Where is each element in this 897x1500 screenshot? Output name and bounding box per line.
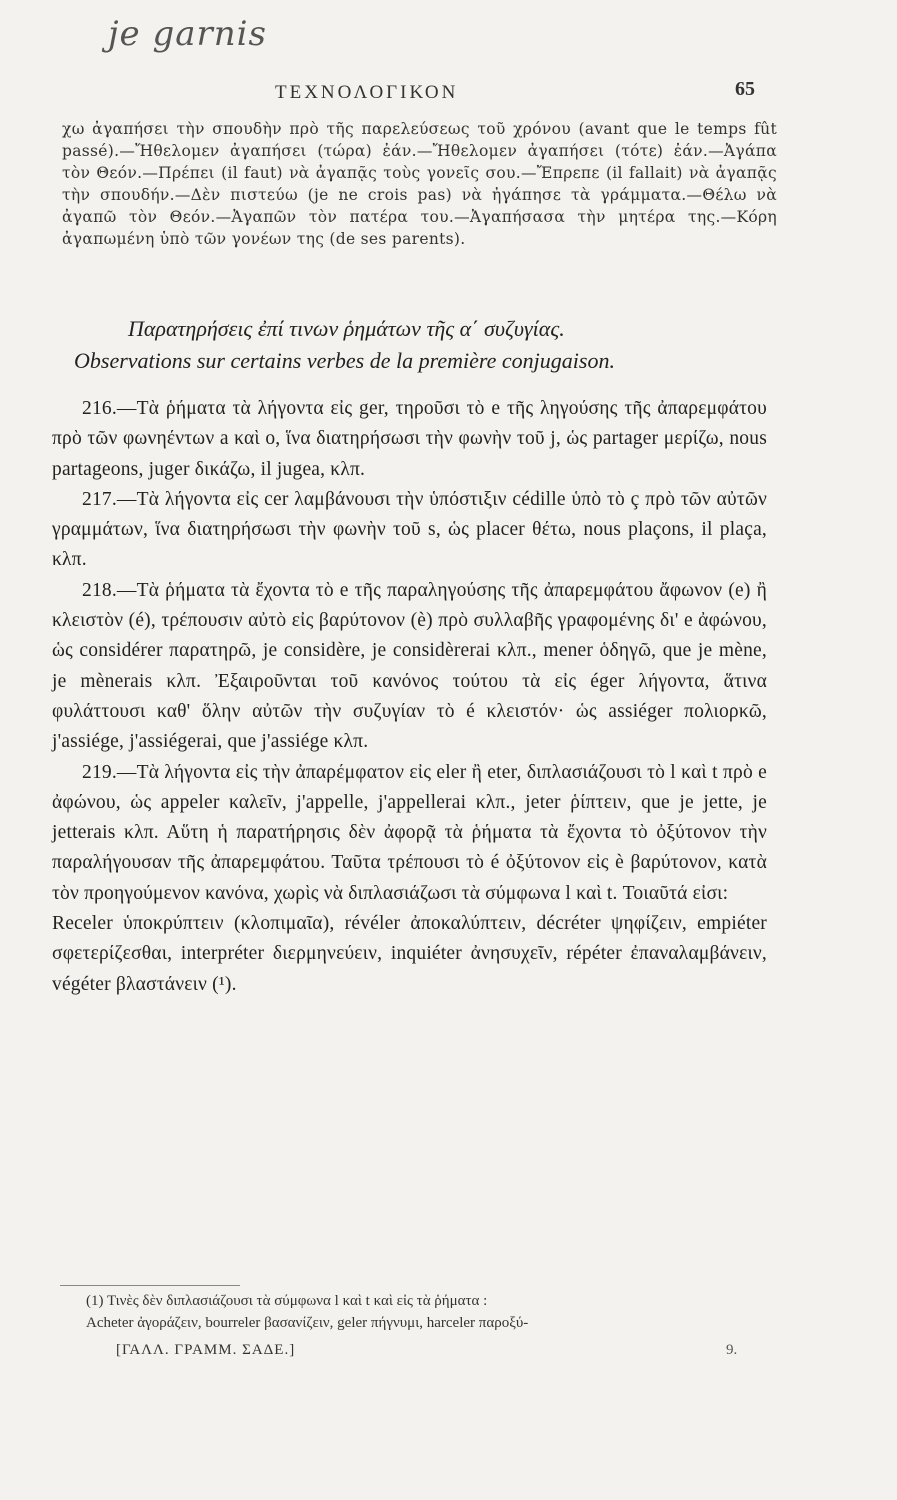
signature-mark: [ΓΑΛΛ. ΓΡΑΜΜ. ΣΑΔΕ.] <box>116 1342 296 1358</box>
paragraph-218: 218.—Τὰ ῥήματα τὰ ἔχοντα τὸ e τῆς παραληγούσης τῆς ἀπαρεμφάτου ἄφωνον (e) ἢ κλειστὸν (é), τρέπουσιν αὐτὸ εἰς βαρύτονον (è) πρὸ συλλαβῆς γραφομένης δι' e ἀφώνου, ὡς considérer παρατηρῶ, je considère, je considèrerai κλπ., mener ὁδηγῶ, que je mène, je mènerais κλπ. Ἐξαιροῦνται τοῦ κανόνος τούτου τὰ εἰς éger λήγοντα, ἅτινα φυλάττουσι καθ' ὅλην αὐτῶν τὴν συζυγίαν τὸ é κλειστόν· ὡς assiéger πολιορκῶ, j'assiége, j'assiégerai, que j'assiége κλπ. <box>52 579 767 753</box>
handwritten-note: je garnis <box>108 14 267 54</box>
footnote <box>86 1290 776 1334</box>
signature-number: 9. <box>726 1342 738 1358</box>
footnote-line: (1) Τινὲς δὲν διπλασιάζουσι τὰ σύμφωνα l καὶ t καὶ εἰς τὰ ῥήματα : <box>86 1293 488 1309</box>
paragraph-216: 216.—Τὰ ῥήματα τὰ λήγοντα εἰς ger, τηροῦσι τὸ e τῆς ληγούσης τῆς ἀπαρεμφάτου πρὸ τῶν φωνηέντων a καὶ o, ἵνα διατηρήσωσι τὴν φωνὴν τοῦ j, ὡς partager μερίζω, nous partageons, juger δικάζω, il jugea, κλπ. <box>52 398 767 480</box>
body-text <box>52 394 767 1000</box>
page-number: 65 <box>735 78 755 100</box>
paragraph-217: 217.—Τὰ λήγοντα εἰς cer λαμβάνουσι τὴν ὑπόστιξιν cédille ὑπὸ τὸ ç πρὸ τῶν αὐτῶν γραμμάτων, ἵνα διατηρήσωσι τὴν φωνὴν τοῦ s, ὡς placer θέτω, nous plaçons, il plaça, κλπ. <box>52 488 767 571</box>
verb-list-paragraph: Receler ὑποκρύπτειν (κλοπιμαῖα), révéler ἀποκαλύπτειν, décréter ψηφίζειν, empiéter σφετερίζεσθαι, interpréter διερμηνεύειν, inquiéter ἀνησυχεῖν, répéter ἐπαναλαμβάνειν, végéter βλαστάνειν (¹). <box>52 913 767 995</box>
section-heading-french: Observations sur certains verbes de la première conjugaison. <box>74 348 615 373</box>
intro-paragraph: χω ἀγαπήσει τὴν σπουδὴν πρὸ τῆς παρελεύσεως τοῦ χρόνου (avant que le temps fût passé).—Ἤθελομεν ἀγαπήσει (τώρα) ἐάν.—Ἤθελομεν ἀγαπήσει (τότε) ἐάν.—Ἀγάπα τὸν Θεόν.—Πρέπει (il faut) νὰ ἀγαπᾷς τοὺς γονεῖς σου.—Ἔπρεπε (il fallait) νὰ ἀγαπᾷς τὴν σπουδήν.—Δὲν πιστεύω (je ne crois pas) νὰ ἠγάπησε τὰ γράμματα.—Θέλω νὰ ἀγαπῶ τὸν Θεόν.—Ἀγαπῶν τὸν πατέρα του.—Ἀγαπήσασα τὴν μητέρα της.—Κόρη ἀγαπωμένη ὑπὸ τῶν γονέων της (de ses parents). <box>62 120 777 248</box>
footnote-line: Acheter ἀγοράζειν, bourreler βασανίζειν, geler πήγνυμι, harceler παροξύ- <box>86 1315 529 1331</box>
paragraph-219: 219.—Τὰ λήγοντα εἰς τὴν ἀπαρέμφατον εἰς eler ἢ eter, διπλασιάζουσι τὸ l καὶ t πρὸ e ἀφώνου, ὡς appeler καλεῖν, j'appelle, j'appellerai κλπ., jeter ῥίπτειν, que je jette, je jetterais κλπ. Αὕτη ἡ παρατήρησις δὲν ἀφορᾷ τὰ ῥήματα τὰ ἔχοντα τὸ ὀξύτονον τὴν παραλήγουσαν τῆς ἀπαρεμφάτου. Ταῦτα τρέπουσι τὸ é ὀξύτονον εἰς è βαρύτονον, κατὰ τὸν προηγούμενον κανόνα, χωρὶς νὰ διπλασιάζωσι τὰ σύμφωνα l καὶ t. Τοιαῦτά εἰσι: <box>52 761 767 904</box>
footnote-rule <box>60 1285 240 1286</box>
section-heading-greek: Παρατηρήσεις ἐπί τινων ῥημάτων τῆς α΄ συζυγίας. <box>128 316 565 341</box>
running-head: ΤΕΧΝΟΛΟΓΙΚΟΝ <box>275 82 459 103</box>
